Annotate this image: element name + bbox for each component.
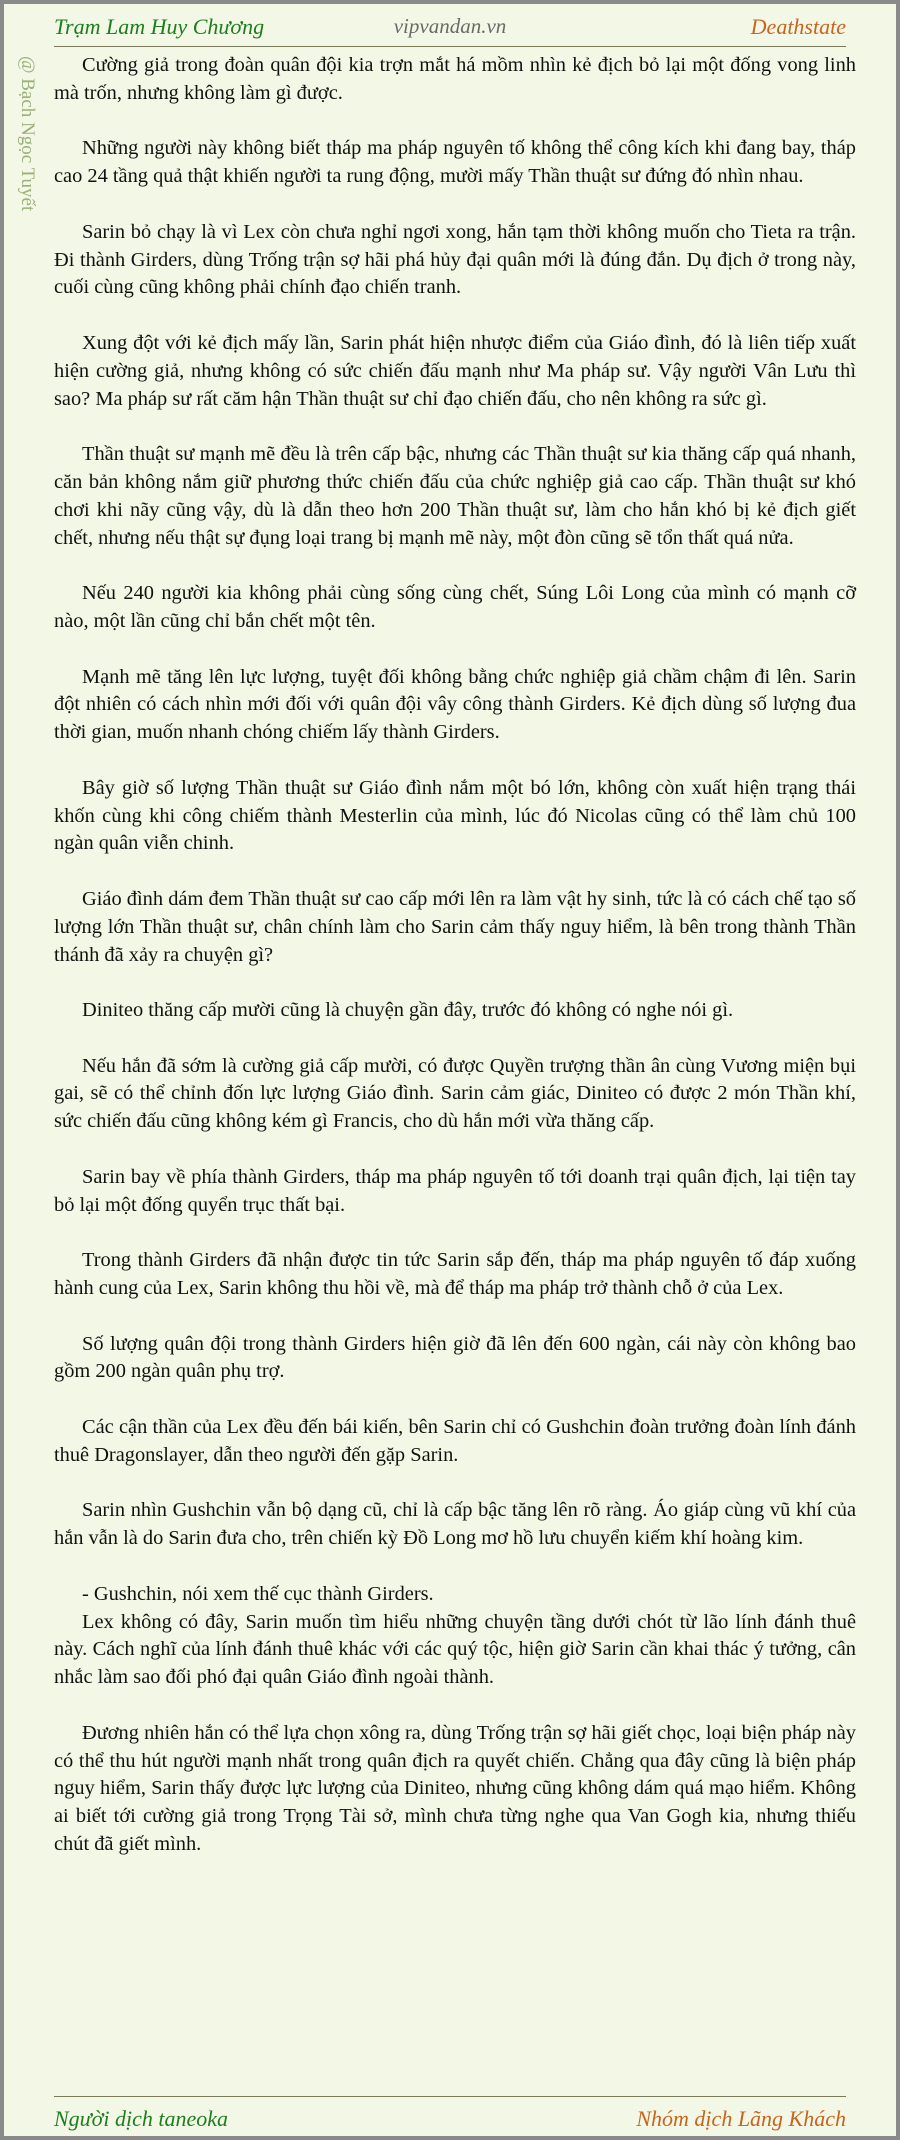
paragraph: Cường giả trong đoàn quân đội kia trợn mắt há mồm nhìn kẻ địch bỏ lại một đống vong linh mà trốn, nhưng không làm gì được.: [54, 54, 856, 104]
paragraph: Đương nhiên hắn có thể lựa chọn xông ra, dùng Trống trận sợ hãi giết chọc, loại biện pháp này có thể thu hút người mạnh nhất trong quân địch ra quyết chiến. Chẳng qua đây cũng là biện pháp nguy hiểm, Sarin thấy được lực lượng của Diniteo, nhưng cũng không dám quá mạo hiểm. Không ai biết tới cường giả trong Trọng Tài sở, mình chưa từng nghe qua Van Gogh kia, nhưng thiếu chút đã giết mình.: [54, 1721, 856, 1855]
chapter-body: [54, 52, 856, 1887]
watermark-sidebar: [14, 56, 44, 266]
page: [4, 4, 896, 2136]
paragraph: Các cận thần của Lex đều đến bái kiến, bên Sarin chỉ có Gushchin đoàn trưởng đoàn lính đánh thuê Dragonslayer, dẫn theo người đến gặp Sarin.: [54, 1416, 856, 1466]
paragraph: Xung đột với kẻ địch mấy lần, Sarin phát hiện nhược điểm của Giáo đình, đó là liên tiếp xuất hiện cường giả, nhưng không có sức chiến đấu mạnh như Ma pháp sư. Vậy người Vân Lưu thì sao? Ma pháp sư rất căm hận Thần thuật sư chỉ đạo chiến đấu, cho nên không ra sức gì.: [54, 331, 856, 410]
page-header: [54, 10, 846, 46]
watermark-credit: @ Bạch Ngọc Tuyết: [17, 56, 38, 212]
header-divider: [54, 46, 846, 47]
header-story-title: Trạm Lam Huy Chương: [54, 14, 265, 39]
header-chapter-name: Deathstate: [750, 14, 846, 39]
paragraph: Diniteo thăng cấp mười cũng là chuyện gần đây, trước đó không có nghe nói gì.: [82, 999, 734, 1022]
paragraph: Lex không có đây, Sarin muốn tìm hiểu những chuyện tầng dưới chót từ lão lính đánh thuê này. Cách nghĩ của lính đánh thuê khác với các quý tộc, hiện giờ Sarin cần khai thác ý tưởng, cân nhắc làm sao đối phó đại quân Giáo đình ngoài thành.: [54, 1610, 856, 1689]
paragraph: Giáo đình dám đem Thần thuật sư cao cấp mới lên ra làm vật hy sinh, tức là có cách chế tạo số lượng lớn Thần thuật sư, chân chính làm cho Sarin cảm thấy nguy hiểm, là bên trong thành Thần thánh đã xảy ra chuyện gì?: [54, 887, 856, 966]
paragraph: Số lượng quân đội trong thành Girders hiện giờ đã lên đến 600 ngàn, cái này còn không bao gồm 200 ngàn quân phụ trợ.: [54, 1332, 856, 1383]
paragraph: Nếu 240 người kia không phải cùng sống cùng chết, Súng Lôi Long của mình có mạnh cỡ nào, một lần cũng chỉ bắn chết một tên.: [54, 582, 856, 632]
page-footer: [54, 2102, 846, 2138]
paragraph: Mạnh mẽ tăng lên lực lượng, tuyệt đối không bằng chức nghiệp giả chầm chậm đi lên. Sarin đột nhiên có cách nhìn mới đối với quân đội vây công thành Girders. Kẻ địch dùng số lượng đua thời gian, muốn nhanh chóng chiếm lấy thành Girders.: [54, 665, 856, 744]
paragraph: Nếu hắn đã sớm là cường giả cấp mười, có được Quyền trượng thần ân cùng Vương miện bụi gai, sẽ có thể chỉnh đốn lực lượng Giáo đình. Sarin cảm giác, Diniteo có được 2 món Thần khí, sức chiến đấu cũng không kém gì Francis, cho dù hắn mới vừa thăng cấp.: [54, 1054, 856, 1133]
paragraph: Sarin bỏ chạy là vì Lex còn chưa nghỉ ngơi xong, hắn tạm thời không muốn cho Tieta ra trận. Đi thành Girders, dùng Trống trận sợ hãi phá hủy đại quân mới là đúng đắn. Dụ địch ở trong này, cuối cùng cũng không phải chính đạo chiến tranh.: [54, 220, 856, 299]
paragraph: Sarin bay về phía thành Girders, tháp ma pháp nguyên tố tới doanh trại quân địch, lại tiện tay bỏ lại một đống quyển trục thất bại.: [54, 1165, 856, 1216]
footer-divider: [54, 2096, 846, 2097]
footer-translator: Người dịch taneoka: [54, 2106, 229, 2131]
paragraph: Trong thành Girders đã nhận được tin tức Sarin sắp đến, tháp ma pháp nguyên tố đáp xuống hành cung của Lex, Sarin không thu hồi về, mà để tháp ma pháp trở thành chỗ ở của Lex.: [54, 1249, 856, 1300]
paragraph: Bây giờ số lượng Thần thuật sư Giáo đình nắm một bó lớn, không còn xuất hiện trạng thái khốn cùng khi công chiếm thành Mesterlin của mình, lúc đó Nicolas cũng có thể làm chủ 100 ngàn quân viễn chinh.: [54, 776, 856, 855]
paragraph: Thần thuật sư mạnh mẽ đều là trên cấp bậc, nhưng các Thần thuật sư kia thăng cấp quá nhanh, căn bản không nắm giữ phương thức chiến đấu của chức nghiệp giả cao cấp. Thần thuật sư khó chơi khi nãy cũng vậy, dù là dẫn theo hơn 200 Thần thuật sư, làm cho hắn khó bị kẻ địch giết chết, nhưng nếu thật sự đụng loại trang bị mạnh mẽ này, một đòn cũng sẽ tổn thất quá nửa.: [54, 443, 856, 549]
dialog-line: - Gushchin, nói xem thế cục thành Girders.: [82, 1582, 434, 1605]
paragraph: Sarin nhìn Gushchin vẫn bộ dạng cũ, chỉ là cấp bậc tăng lên rõ ràng. Áo giáp cùng vũ khí của hắn vẫn là do Sarin đưa cho, trên chiến kỳ Đồ Long mơ hồ lưu chuyển kiếm khí hoàng kim.: [54, 1499, 856, 1550]
header-site-name[interactable]: vipvandan.vn: [393, 14, 507, 38]
footer-group: Nhóm dịch Lãng Khách: [636, 2106, 846, 2131]
paragraph: Những người này không biết tháp ma pháp nguyên tố không thể công kích khi đang bay, tháp cao 24 tầng quả thật khiến người ta rung động, mười mấy Thần thuật sư đứng đó nhìn nhau.: [54, 137, 856, 188]
